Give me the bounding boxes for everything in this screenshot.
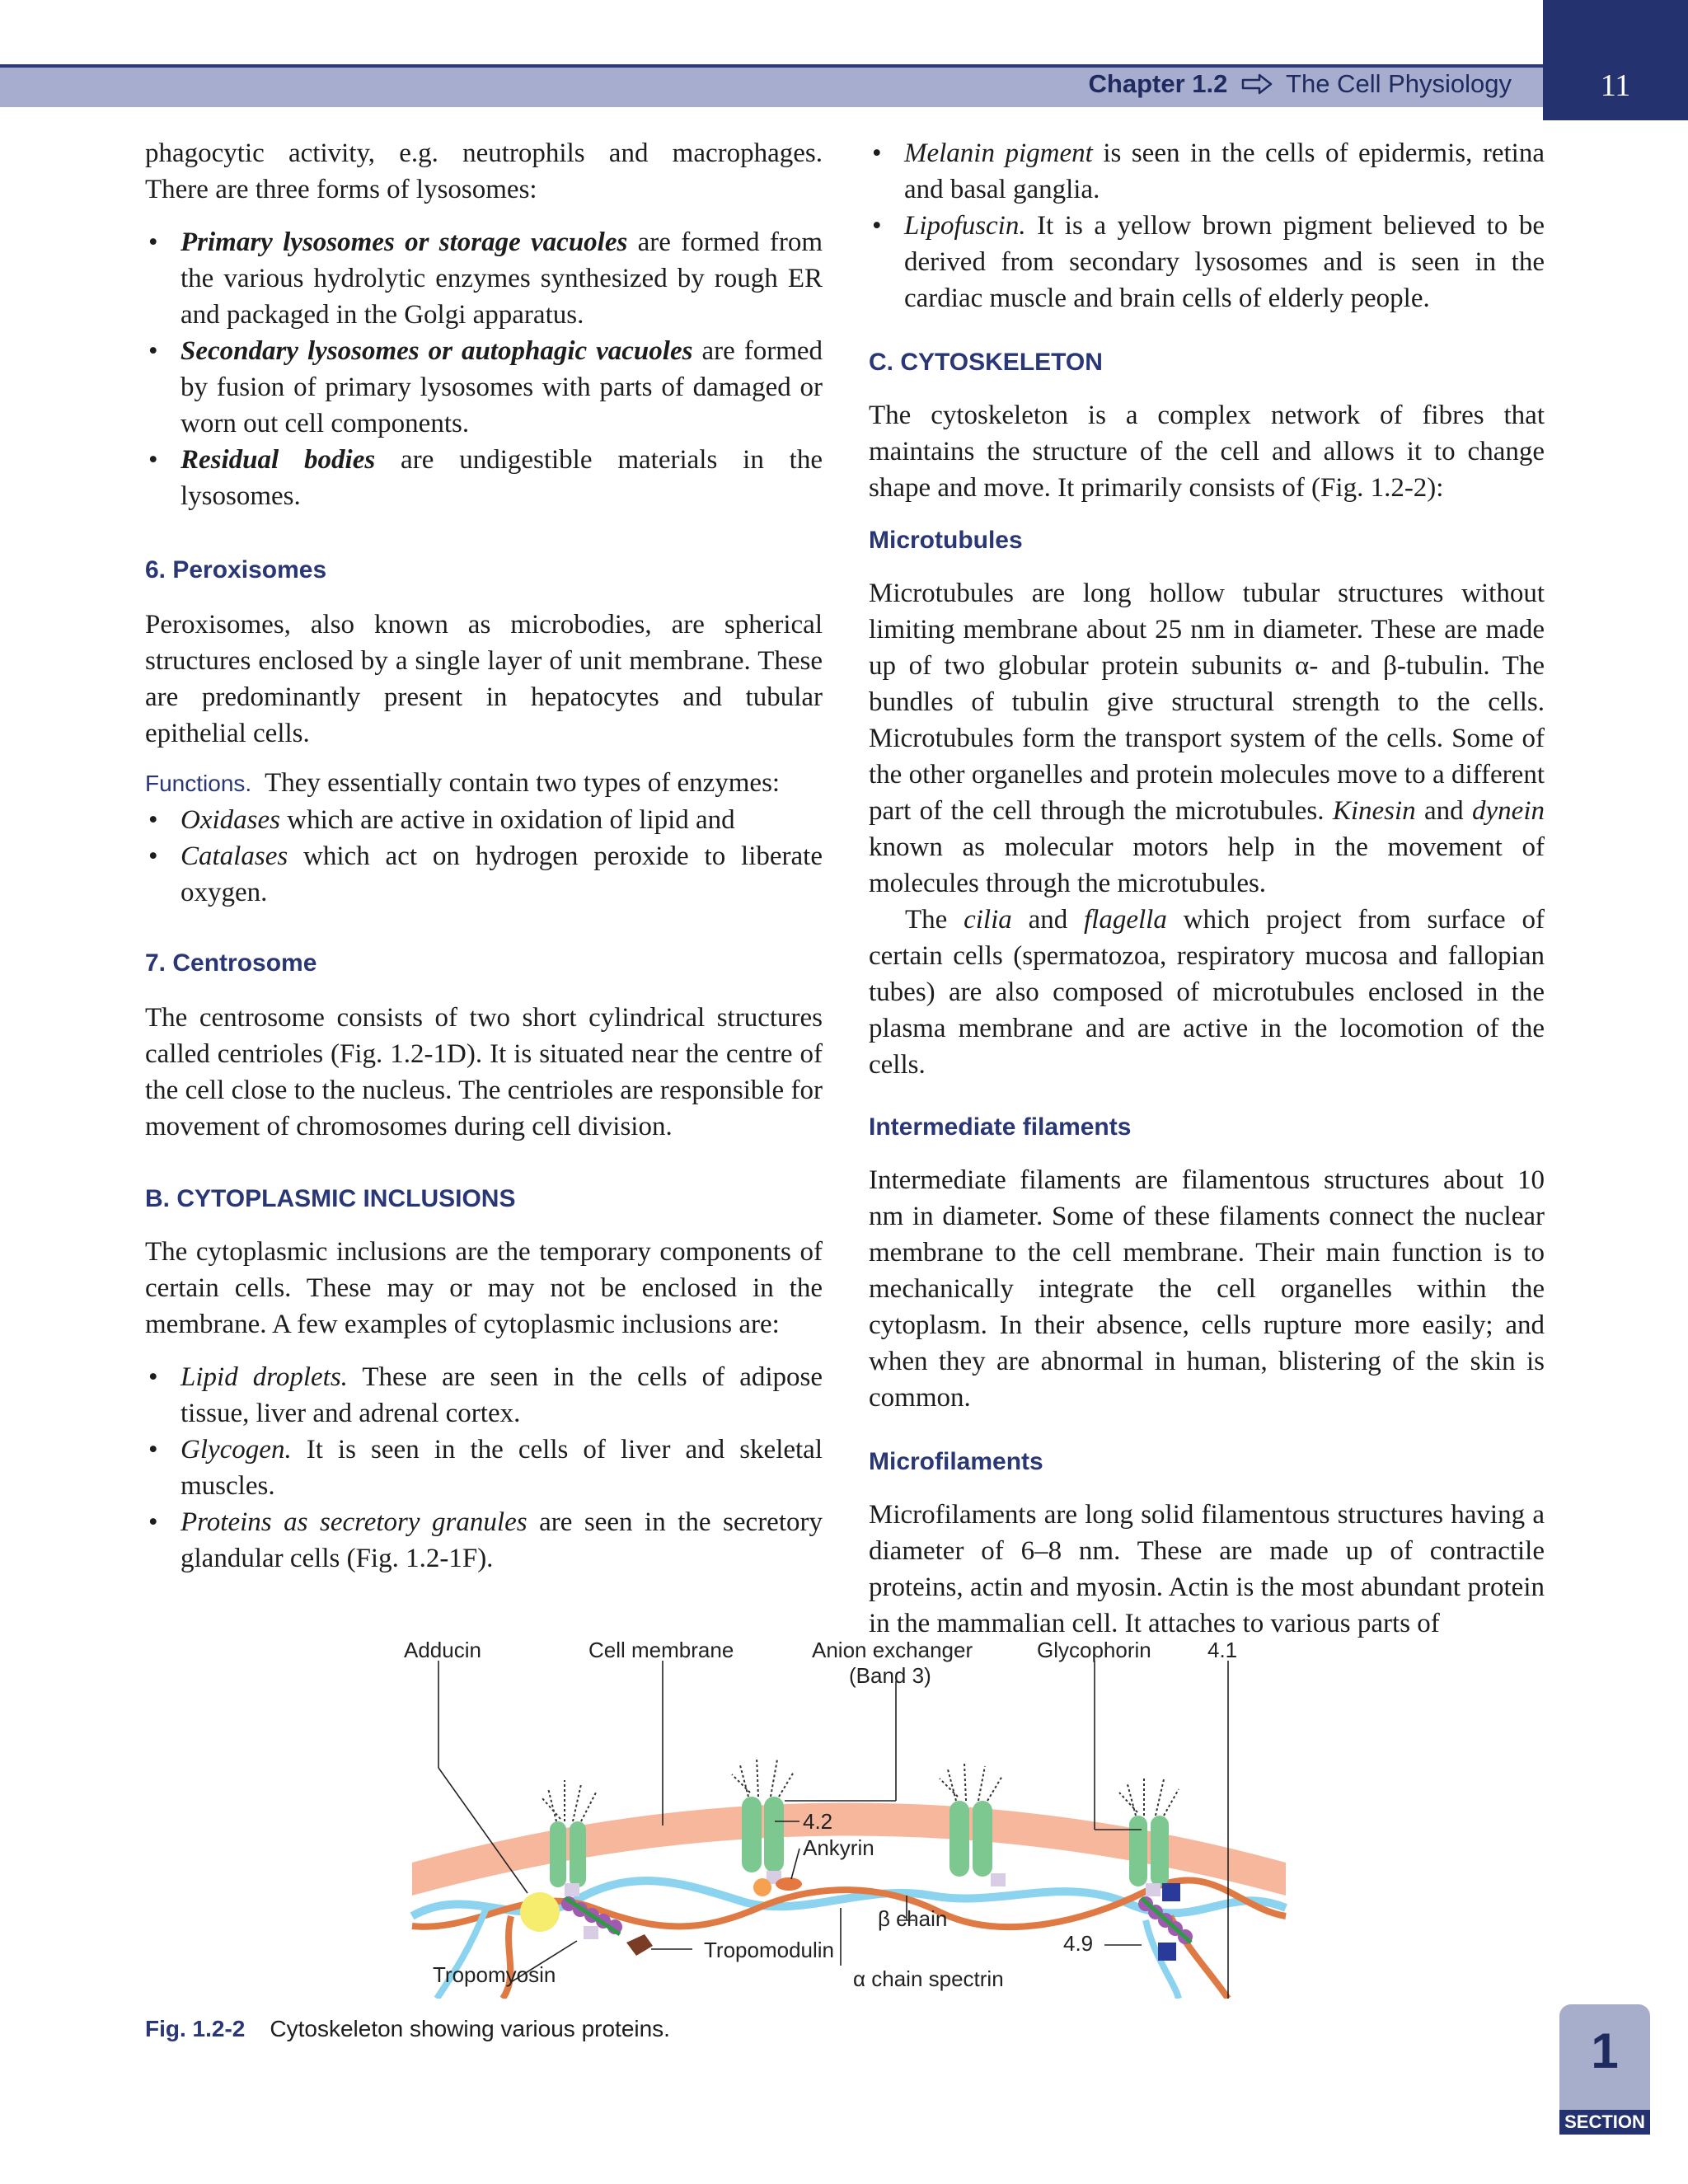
label-cell-membrane: Cell membrane: [588, 1638, 734, 1662]
page-number-tab: [1543, 0, 1688, 120]
subsection-heading: Intermediate filaments: [869, 1113, 1132, 1141]
paragraph: There are three forms of lysosomes:: [145, 175, 537, 204]
protein-4-1: [1158, 1943, 1176, 1961]
pigment-list: [869, 135, 1545, 316]
section-tab: [1559, 2004, 1650, 2135]
paragraph: phagocytic activity, e.g. neutrophils and macrophages.: [145, 138, 823, 168]
chapter-label: Chapter 1.2: [1088, 69, 1228, 98]
label-adducin: Adducin: [404, 1638, 481, 1662]
list-item: • Lipofuscin. It is a yellow brown pigment believed to be derived from secondary lysosomes and is seen in the cardiac muscle and brain cells of elderly people.: [872, 211, 1545, 313]
paragraph: Functions. They essentially contain two types of enzymes:: [145, 768, 781, 798]
paragraph: Microfilaments are long solid filamentous structures having a diameter of 6–8 nm. These are made up of contractile proteins, actin and myosin. Actin is the most abundant protein in the mammalian cell. It attaches to various parts of: [869, 1500, 1545, 1638]
paragraph: The centrosome consists of two short cylindrical structures called centrioles (Fig. 1.2-1D). It is situated near the centre of the cell close to the nucleus. The centrioles are responsible for movement of chromosomes during cell division.: [145, 1003, 823, 1141]
label-ankyrin: Ankyrin: [803, 1835, 874, 1860]
protein-4-2: [753, 1878, 771, 1896]
section-label: SECTION: [1559, 2110, 1650, 2135]
paragraph: The cilia and flagella which project from surface of certain cells (spermatozoa, respiratory mucosa and fallopian tubes) are also composed of microtubules enclosed in the plasma membrane and are active in the locomotion of the cells.: [869, 905, 1545, 1080]
functions-label: Functions.: [145, 771, 252, 796]
label-band3: (Band 3): [849, 1663, 931, 1688]
label-4-1: 4.1: [1207, 1638, 1238, 1662]
paragraph: The cytoplasmic inclusions are the temporary components of certain cells. These may or may not be enclosed in the membrane. A few examples of cytoplasmic inclusions are:: [145, 1237, 823, 1339]
adducin-protein: [520, 1892, 560, 1932]
label-tropomodulin: Tropomodulin: [704, 1938, 835, 1962]
list-item: • Primary lysosomes or storage vacuoles are formed from the various hydrolytic enzymes synthesized by rough ER and packaged in the Golgi apparatus.: [148, 227, 823, 330]
ankyrin-protein: [776, 1877, 802, 1891]
list-item: • Catalases which act on hydrogen peroxide to liberate oxygen.: [148, 841, 823, 907]
list-item: • Residual bodies are undigestible materials in the lysosomes.: [148, 445, 823, 511]
section-number: 1: [1591, 2023, 1619, 2079]
paragraph: Intermediate filaments are filamentous structures about 10 nm in diameter. Some of these filaments connect the nuclear membrane to the cell membrane. Their main function is to mechanically integrate the cell organelles within the cytoplasm. In their absence, cells rupture more easily; and when they are abnormal in human, blistering of the skin is common.: [869, 1165, 1545, 1413]
caption-label: Fig. 1.2-2: [145, 2016, 246, 2041]
caption-text: Cytoskeleton showing various proteins.: [270, 2016, 670, 2041]
section-heading: 6. Peroxisomes: [145, 556, 327, 583]
running-header: [1089, 69, 1512, 99]
chapter-title: The Cell Physiology: [1286, 69, 1512, 98]
label-glycophorin: Glycophorin: [1037, 1638, 1151, 1662]
label-anion-exchanger: Anion exchanger: [812, 1638, 973, 1662]
list-item: • Oxidases which are active in oxidation of lipid and: [148, 805, 735, 835]
list-item: • Lipid droplets. These are seen in the cells of adipose tissue, liver and adrenal cortex.: [148, 1362, 823, 1428]
inclusion-list: [145, 1359, 823, 1577]
lysosome-list: [145, 224, 823, 514]
right-column: [869, 135, 1545, 1642]
label-beta-chain: β chain: [878, 1906, 948, 1931]
cytoskeleton-figure: [404, 1636, 1294, 1999]
paragraph: The cytoskeleton is a complex network of fibres that maintains the structure of the cell and allows it to change shape and move. It primarily consists of (Fig. 1.2-2):: [869, 401, 1545, 503]
paragraph: Peroxisomes, also known as microbodies, are spherical structures enclosed by a single layer of unit membrane. These are predominantly present in hepatocytes and tubular epithelial cells.: [145, 610, 823, 748]
subsection-heading: Microtubules: [869, 527, 1023, 554]
enzyme-list: [145, 802, 823, 911]
list-item: • Glycogen. It is seen in the cells of liver and skeletal muscles.: [148, 1435, 823, 1501]
section-heading: C. CYTOSKELETON: [869, 349, 1103, 376]
section-heading: B. CYTOPLASMIC INCLUSIONS: [145, 1185, 516, 1212]
page-number: 11: [1600, 68, 1631, 103]
subsection-heading: Microfilaments: [869, 1448, 1043, 1475]
left-column: [145, 135, 823, 1577]
section-heading: 7. Centrosome: [145, 949, 317, 977]
tropomodulin-protein: [626, 1934, 653, 1956]
list-item: • Proteins as secretory granules are seen in the secretory glandular cells (Fig. 1.2-1F).: [148, 1507, 823, 1573]
label-4-9: 4.9: [1063, 1931, 1094, 1956]
protein-block: [584, 1926, 598, 1939]
list-item: • Secondary lysosomes or autophagic vacuoles are formed by fusion of primary lysosomes with parts of damaged or worn out cell components.: [148, 336, 823, 438]
label-tropomyosin: Tropomyosin: [433, 1962, 556, 1987]
label-4-2: 4.2: [803, 1809, 833, 1834]
list-item: • Melanin pigment is seen in the cells of epidermis, retina and basal ganglia.: [872, 138, 1545, 204]
label-alpha-chain: α chain spectrin: [853, 1966, 1004, 1991]
protein-4-1: [1162, 1883, 1180, 1901]
figure-caption: [145, 2016, 670, 2042]
arrow-right-icon: [1241, 73, 1273, 95]
paragraph: Microtubules are long hollow tubular structures without limiting membrane about 25 nm in diameter. These are made up of two globular protein subunits α- and β-tubulin. The bundles of tubulin give structural strength to the cells. Microtubules form the transport system of the cells. Some of the other organelles and protein molecules move to a different part of the cell through the microtubules. Kinesin and dynein known as molecular motors help in the movement of molecules through the microtubules.: [869, 579, 1545, 898]
